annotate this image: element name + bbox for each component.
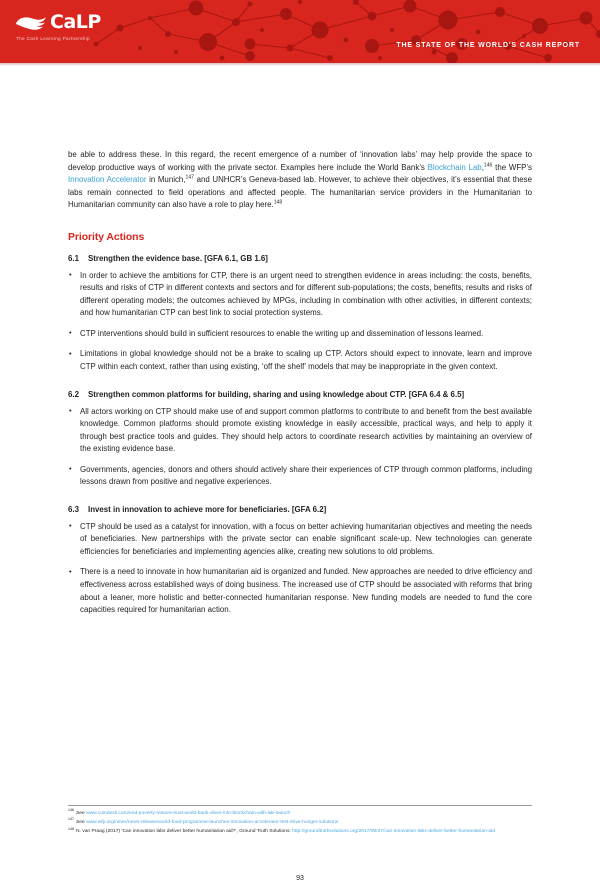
logo-tagline: The Cash Learning Partnership [16,36,90,41]
footnote-147 [68,819,532,827]
section-heading-6-1 [68,254,532,263]
blockchain-lab-link[interactable]: Blockchain Lab [427,162,482,172]
priority-actions-heading: Priority Actions [68,231,145,243]
intro-part2: the WFP’s [492,162,532,172]
footnote-147-prefix: See [76,820,87,826]
footnote-divider [68,805,532,806]
calp-logo [14,10,154,50]
footnote-ref-147[interactable]: 147 [185,174,194,181]
section-title-6-2: Strengthen common platforms for building, sharing and using knowledge about CTP. [GFA 6.4 & 6.5] [88,389,465,399]
footnote-number-147: 147 [68,817,74,822]
section-title-6-3: Invest in innovation to achieve more for beneficiaries. [GFA 6.2] [88,504,327,514]
innovation-accelerator-link[interactable]: Innovation Accelerator [68,175,147,185]
list-item: • Governments, agencies, donors and others should actively share their experiences of CTP through common platforms, including lessons drawn from positive and negative experiences. [68,464,532,489]
intro-part3: in Munich, [146,175,186,185]
intro-part4: and UNHCR’s Geneva-based lab. However, to achieve their objectives, it’s essential that these labs remain connected to field operations and affected people. The humanitarian service providers in the Humanitarian to Humanitarian community can also have a role to play here. [68,175,533,210]
list-item: • Limitations in global knowledge should not be a brake to scaling up CTP. Actors should expect to innovate, learn and improve CTP within each context, rather than using existing, ‘off the shelf’ models that may be inappropriate in the given context. [68,348,532,373]
page-header-banner [0,0,600,63]
footnote-ref-146[interactable]: 146 [483,161,493,168]
section-bullets-6-3 [68,521,532,617]
intro-part1: be able to address these. In this regard, the recent emergence of a number of ‘innovation labs’ may help provide the space to develop productive ways of working with the private sector. Examples here include the World Bank’s [68,150,532,172]
section-number-6-3: 6.3 [68,504,79,514]
section-number-6-1: 6.1 [68,253,79,263]
list-item: • There is a need to innovate in how humanitarian aid is organized and funded. New approaches are needed to drive efficiency and effectiveness across established ways of doing business. The increased use of CTP should be associated with reforms that bring about a leaner, more holistic and better-connected humanitarian response. New funding models are needed to fund the core capacities required for humanitarian action. [68,566,532,616]
section-heading-6-3 [68,505,532,514]
page-number: 93 [296,875,304,882]
footnote-146 [68,810,532,818]
list-item: • All actors working on CTP should make use of and support common platforms to contribute to and benefit from the best available knowledge. Common platforms should promote existing knowledge in easily accessible, practical ways, and help to apply it through best practice tools and guides. They should help actors to coordinate research activities by maintaining an overview of the existing evidence base. [68,406,532,456]
footnote-ref-148[interactable]: 148 [273,199,283,206]
intro-paragraph: be able to address these. In this regard, the recent emergence of a number of ‘innovation labs’ may help provide the space to develop productive ways of working with the private sector. Examples here include the World Bank’s Blockchain Lab,$^{146}$ the WFP’s Innovation Accelerator in Munich,$^{147}$ and UNHCR’s Geneva-based lab. However, to achieve their objectives, it’s essential that these labs remain connected to field operations and affected people. The humanitarian service providers in the Humanitarian to Humanitarian community can also have a role to play here.$^{148}$ [68,150,533,210]
section-bullets-6-1 [68,270,532,374]
report-title: THE STATE OF THE WORLD'S CASH REPORT [396,42,580,49]
section-number-6-2: 6.2 [68,389,79,399]
logo-wordmark: CaLP [50,11,101,33]
footnote-146-prefix: See [76,811,87,816]
section-title-6-1: Strengthen the evidence base. [GFA 6.1, GB 1.6] [88,253,268,263]
footnote-146-link[interactable]: www.coindesk.com/end-poverty-restore-trust-world-bank-dives-into-blockchain-with-lab-launch [86,811,291,816]
list-item: • In order to achieve the ambitions for CTP, there is an urgent need to strengthen evidence in areas including: the costs, benefits, results and risks of CTP in different contexts and sectors and for different sub-populations; the costs, benefits, results and risks of different operating models; the outcomes achieved by MPGs, including in combination with other activities, in different contexts; and how humanitarian CTP can best link to social protection systems. [68,270,532,320]
section-bullets-6-2 [68,406,532,489]
hand-icon [14,14,48,32]
section-heading-6-2 [68,390,532,399]
footnote-number-146: 146 [68,808,74,813]
header-shadow [0,63,600,66]
footnote-148 [68,828,532,836]
list-item: • CTP should be used as a catalyst for innovation, with a focus on better achieving humanitarian objectives and meeting the needs of beneficiaries. New partnerships with the private sector can enable significant scale-up. New technologies can generate efficiencies for beneficiaries and implementing agencies alike, creating new solutions to old problems. [68,521,532,559]
footnote-number-148: 148 [68,826,74,831]
content-column [68,149,532,617]
footnotes-area [68,805,532,837]
footnote-148-link[interactable]: http://groundtruthsolutions.org/2017/09/27/can-innovation-labs-deliver-better-humanitarian-aid [292,829,495,835]
list-item: • CTP interventions should build in sufficient resources to enable the writing up and dissemination of lessons learned. [68,328,532,341]
footnote-148-prefix: N. van Praag (2017) ‘Can innovation labs deliver better humanitarian aid?’, Ground Truth Solutions: [76,829,293,835]
footnote-147-link[interactable]: www.wfp.org/news/news-release/world-food-programme-launches-innovation-accelerator-test-drive-hunger-solutions [86,820,339,826]
